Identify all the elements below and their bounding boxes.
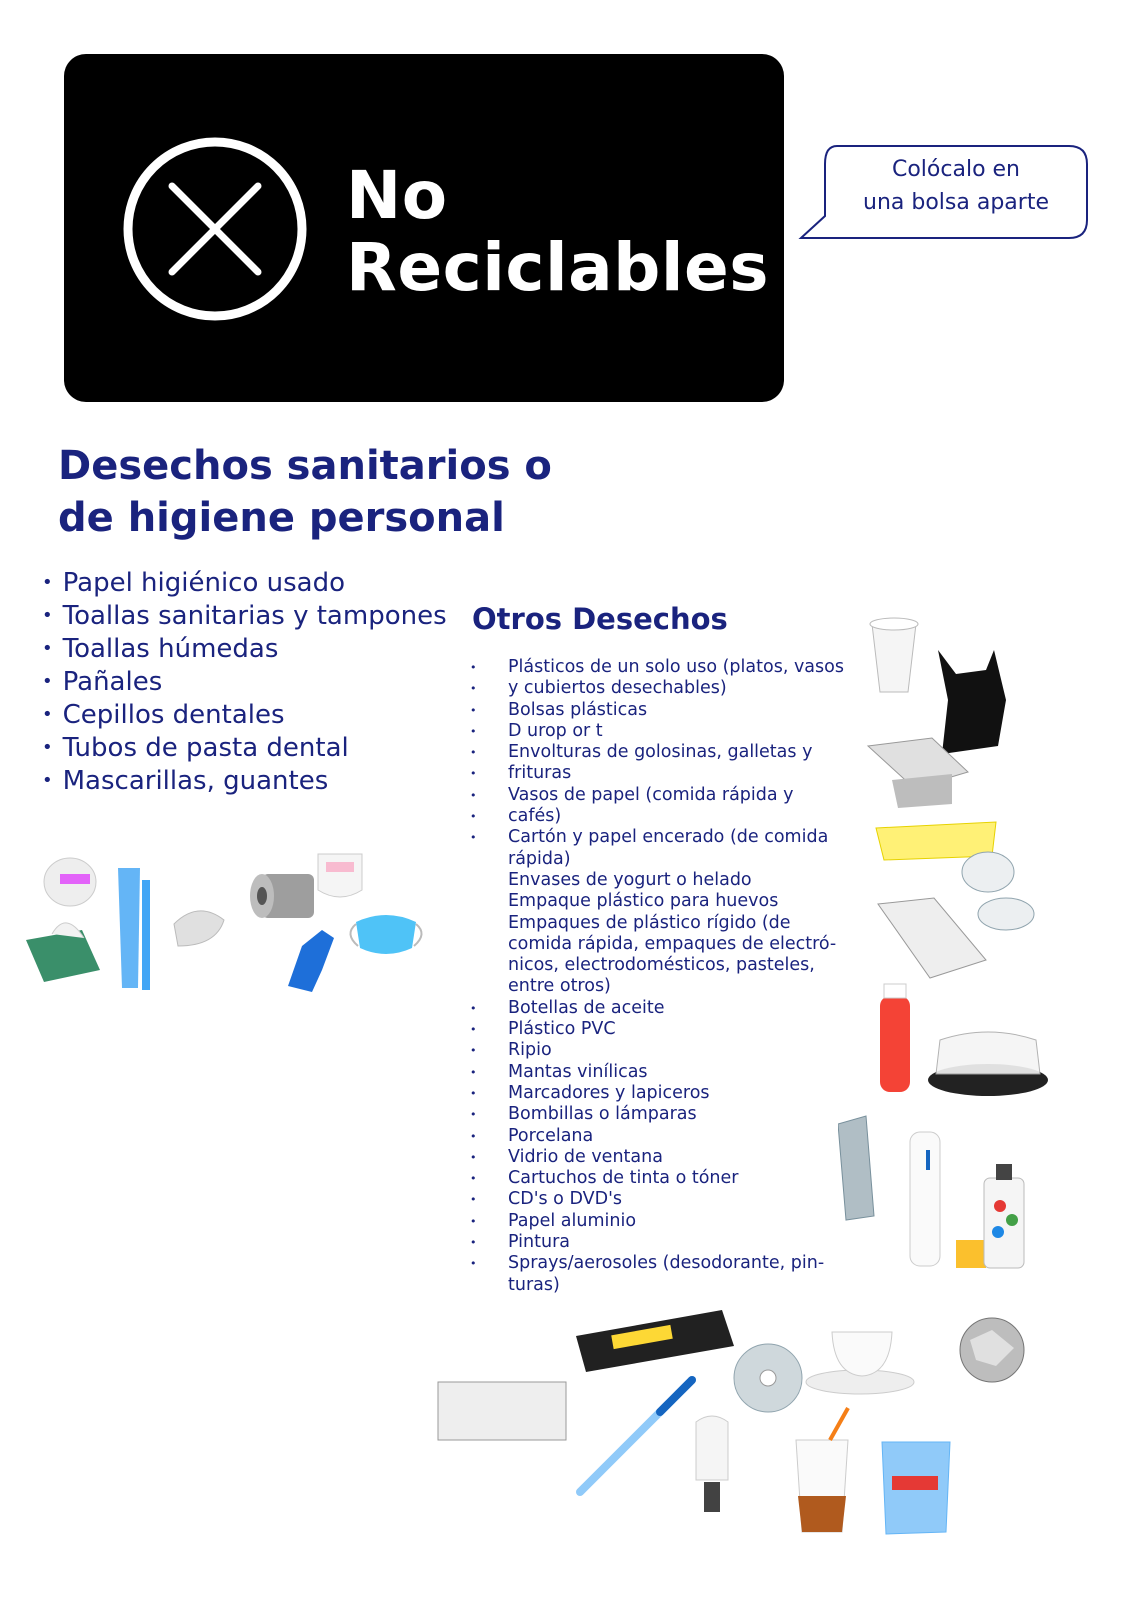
otros-item-label: Bolsas plásticas [508,699,648,720]
otros-item-label: D urop or t [508,720,603,741]
bullet-icon: • [470,1044,477,1058]
callout-line-2: una bolsa aparte [863,190,1049,215]
glove-icon [288,930,334,992]
otros-item [470,721,844,742]
otros-item-label: turas) [508,1274,560,1295]
otros-item-label: Empaque plástico para huevos [508,891,779,912]
otros-item-label: Pintura [508,1232,570,1253]
diaper-icon [318,854,362,897]
otros-item-label: comida rápida, empaques de electró- [508,933,837,954]
otros-item-label: Envases de yogurt o helado [508,869,752,890]
otros-item-label: Envolturas de golosinas, galletas y [508,742,813,763]
bullet-icon: • [470,1086,477,1100]
bullet-icon: • [470,1129,477,1143]
otros-item-label: frituras [508,763,572,784]
otros-item [470,1126,844,1147]
otros-item [470,1275,844,1296]
sanitary-pad-icon [174,911,224,946]
sanitary-item-label: Cepillos dentales [62,700,285,730]
bullet-icon: • [470,682,477,696]
otros-item [470,1147,844,1168]
x-circle-icon [120,134,310,324]
plastic-cup-icon [870,618,918,692]
otros-title: Otros Desechos [472,602,728,636]
otros-item-label: Botellas de aceite [508,997,665,1018]
bullet-icon: • [470,724,477,738]
otros-item [470,955,844,976]
otros-item-label: Mantas vinílicas [508,1061,648,1082]
otros-item [470,998,844,1019]
otros-item [470,1040,844,1061]
other-items-illustration [838,604,1068,1284]
sanitary-item-label: Toallas húmedas [62,634,279,664]
otros-item [470,1062,844,1083]
sanitary-item [42,568,447,601]
deodorant-icon [910,1132,940,1266]
bullet-icon: • [470,1001,477,1015]
sanitary-title [58,440,552,544]
sanitary-item [42,733,447,766]
callout-line-1: Colócalo en [891,157,1020,182]
otros-item [470,1104,844,1125]
sanitary-items-illustration [22,850,442,1010]
title-line-2: Reciclables [346,229,770,306]
bullet-icon: • [470,1150,477,1164]
tampon-icon [44,858,96,906]
bullet-icon: • [470,1193,477,1207]
sanitary-item [42,634,447,667]
otros-item-label: Marcadores y lapiceros [508,1082,710,1103]
toilet-paper-icon [250,874,314,918]
sanitary-item-label: Tubos de pasta dental [62,733,349,763]
snack-bag-icon [882,1442,950,1534]
otros-item-label: Plástico PVC [508,1019,616,1040]
otros-item [470,1232,844,1253]
otros-item [470,1168,844,1189]
egg-carton-icon [878,898,986,978]
otros-item-label: Plásticos de un solo uso (platos, vasos [508,657,844,677]
sanitary-item-label: Mascarillas, guantes [62,766,329,796]
otros-item-label: Ripio [508,1040,552,1061]
face-mask-icon [350,915,421,954]
otros-item [470,891,844,912]
callout-text [832,153,1080,219]
title-line-1: No [346,157,448,234]
otros-item [470,934,844,955]
otros-item [470,1189,844,1210]
otros-item-label: Bombillas o lámparas [508,1104,697,1125]
coffee-bag-icon [838,1116,874,1220]
otros-list [470,657,844,1296]
bullet-icon: • [470,661,477,674]
otros-item-label: Empaques de plástico rígido (de [508,912,791,933]
light-bulb-icon [696,1416,728,1512]
bullet-icon: • [470,1236,477,1250]
otros-item [470,678,844,699]
otros-item [470,1253,844,1274]
wet-wipes-icon [26,923,100,982]
yogurt-bottle-icon [880,984,910,1092]
bullet-icon: • [470,1214,477,1228]
otros-item [470,700,844,721]
otros-item [470,806,844,827]
otros-item [470,1211,844,1232]
otros-item [470,763,844,784]
sanitary-title-line-1: Desechos sanitarios o [58,443,552,489]
bullet-icon: • [470,788,477,802]
toner-cartridge-icon [576,1310,734,1372]
otros-item-label: CD's o DVD's [508,1189,622,1210]
otros-item [470,827,844,848]
vinyl-banner-icon [438,1382,566,1440]
bullet-icon: • [470,1065,477,1079]
sanitary-item [42,700,447,733]
sanitary-list [42,568,447,799]
otros-item-label: Porcelana [508,1125,594,1146]
plastic-bag-icon [938,650,1006,754]
otros-item-label: Cartón y papel encerado (de comida [508,827,829,848]
sanitary-item-label: Toallas sanitarias y tampones [62,601,447,631]
sanitary-item-label: Papel higiénico usado [62,568,346,598]
aluminum-foil-icon [960,1318,1024,1382]
pen-icon [580,1380,692,1492]
otros-item [470,657,844,678]
otros-item-label: entre otros) [508,976,611,997]
bullet-icon: • [470,703,477,717]
sanitary-item [42,667,447,700]
otros-item [470,742,844,763]
bullet-icon: • [470,831,477,845]
sanitary-title-line-2: de higiene personal [58,495,505,541]
otros-item-label: Papel aluminio [508,1210,637,1231]
otros-item [470,1019,844,1040]
otros-item [470,849,844,870]
paper-cup-icon [796,1408,848,1532]
otros-item [470,1083,844,1104]
toothpaste-icon [118,868,150,990]
bullet-icon: • [470,1257,477,1271]
otros-item-label: rápida) [508,848,571,869]
otros-item-label: Vasos de papel (comida rápida y [508,784,794,805]
otros-item-label: nicos, electrodomésticos, pasteles, [508,955,815,976]
bullet-icon: • [470,746,477,760]
otros-item-label: Cartuchos de tinta o tóner [508,1168,739,1189]
spray-paint-icon [956,1164,1024,1268]
otros-item [470,870,844,891]
otros-item-label: Vidrio de ventana [508,1146,663,1167]
otros-item [470,913,844,934]
clear-container-icon [962,852,1034,930]
otros-item [470,785,844,806]
bullet-icon: • [470,1172,477,1186]
bullet-icon: • [470,1108,477,1122]
otros-item-label: y cubiertos desechables) [508,678,727,699]
page-title [346,157,770,306]
cd-icon [734,1344,802,1412]
bullet-icon: • [470,810,477,824]
bottom-items-illustration [436,1300,1076,1560]
otros-item-label: Sprays/aerosoles (desodorante, pin- [508,1253,825,1274]
teacup-icon [806,1332,914,1394]
cake-container-icon [928,1032,1048,1096]
bullet-icon: • [470,767,477,781]
otros-item-label: cafés) [508,806,562,827]
bullet-icon: • [470,1023,477,1037]
otros-item [470,976,844,997]
sanitary-item [42,766,447,799]
header-banner [64,54,784,402]
sanitary-item-label: Pañales [62,667,163,697]
sanitary-item [42,601,447,634]
